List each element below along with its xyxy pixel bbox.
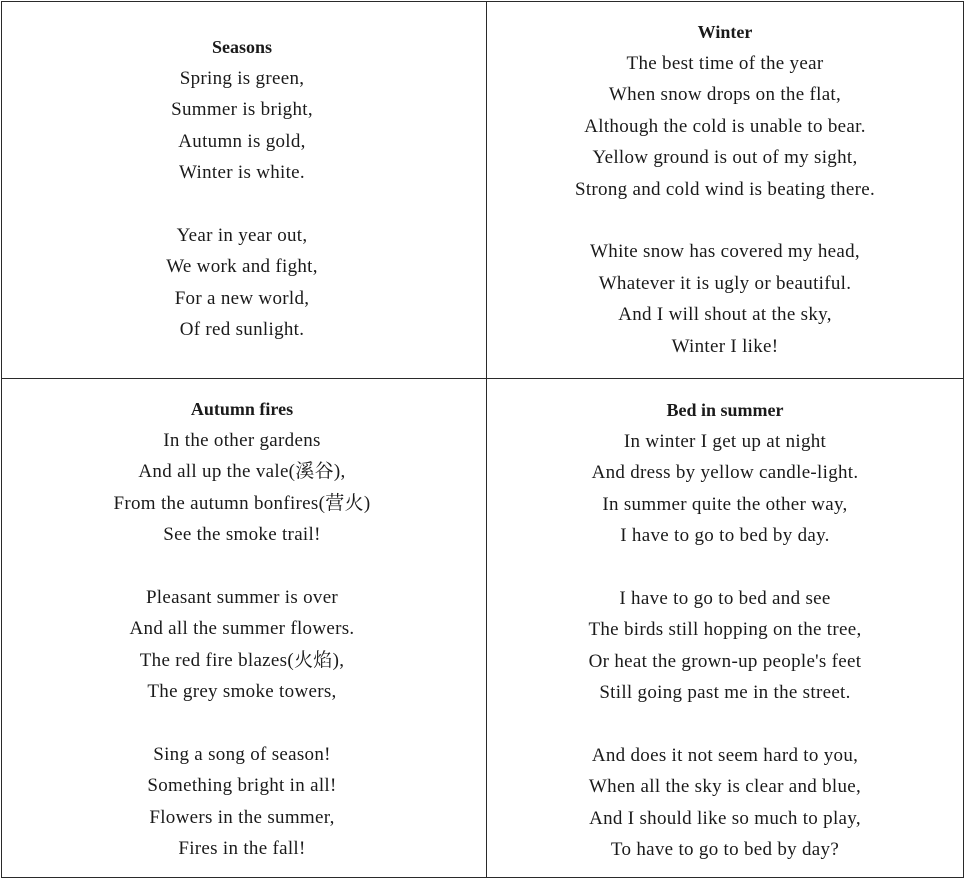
- row-divider: [2, 378, 963, 379]
- poem-title: Seasons: [211, 37, 273, 57]
- poem-line: When snow drops on the flat,: [608, 84, 842, 106]
- stanza-break: [0, 189, 484, 220]
- poem-line: Winter I like!: [671, 335, 779, 357]
- poem-line: And dress by yellow candle-light.: [591, 462, 859, 484]
- poem-line: See the smoke trail!: [163, 524, 321, 546]
- poem-line: White snow has covered my head,: [590, 241, 860, 263]
- poem-seasons: [0, 32, 484, 346]
- poem-title: Bed in summer: [666, 400, 784, 420]
- poem-line: The birds still hopping on the tree,: [588, 619, 862, 641]
- stanza-break: [486, 552, 964, 583]
- poem-line: Fires in the fall!: [178, 838, 306, 860]
- poem-line: Year in year out,: [176, 224, 308, 246]
- poem-line: Pleasant summer is over: [145, 586, 339, 608]
- poem-line: Whatever it is ugly or beautiful.: [598, 272, 852, 294]
- poem-line: The red fire blazes(火焰),: [139, 649, 345, 671]
- poem-line: Flowers in the summer,: [149, 806, 335, 828]
- poem-line: Summer is bright,: [171, 99, 313, 121]
- poem-line: For a new world,: [174, 287, 310, 309]
- poem-line: In winter I get up at night: [623, 431, 827, 452]
- poem-line: Winter is white.: [179, 162, 305, 184]
- poem-title: Autumn fires: [190, 399, 294, 419]
- poem-autumn-fires: [0, 394, 484, 864]
- stanza-break: [0, 708, 484, 739]
- poem-line: And I should like so much to play,: [589, 807, 861, 829]
- poem-line: Although the cold is unable to bear.: [584, 115, 866, 137]
- stanza-break: [0, 551, 484, 582]
- poem-title: Winter: [697, 22, 753, 42]
- poem-line: The grey smoke towers,: [147, 681, 337, 703]
- poem-line: From the autumn bonfires(营火): [113, 492, 371, 514]
- poem-line: Or heat the grown-up people's feet: [588, 650, 862, 672]
- poem-line: Strong and cold wind is beating there.: [574, 178, 876, 200]
- poem-line: Autumn is gold,: [178, 130, 306, 152]
- poem-line: I have to go to bed and see: [619, 587, 831, 609]
- poem-line: The best time of the year: [626, 53, 824, 74]
- poem-line: Something bright in all!: [147, 775, 337, 797]
- poem-line: When all the sky is clear and blue,: [588, 776, 862, 798]
- poem-line: We work and fight,: [166, 256, 318, 278]
- poem-bed-in-summer: [486, 395, 964, 865]
- poem-line: Sing a song of season!: [153, 743, 331, 765]
- poem-winter: [486, 17, 964, 362]
- poem-line: And all up the vale(溪谷),: [138, 461, 346, 483]
- poem-line: And all the summer flowers.: [129, 618, 355, 640]
- poem-line: And I will shout at the sky,: [618, 304, 832, 326]
- poem-line: In the other gardens: [163, 430, 321, 451]
- poem-line: Of red sunlight.: [179, 319, 305, 341]
- stanza-break: [486, 205, 964, 236]
- stanza-break: [486, 709, 964, 740]
- poem-line: Spring is green,: [179, 68, 305, 89]
- poem-line: And does it not seem hard to you,: [591, 744, 859, 766]
- poem-line: I have to go to bed by day.: [620, 525, 830, 547]
- poem-line: To have to go to bed by day?: [610, 839, 840, 861]
- poem-line: In summer quite the other way,: [602, 493, 848, 515]
- poem-line: Yellow ground is out of my sight,: [592, 147, 858, 169]
- poem-line: Still going past me in the street.: [599, 682, 851, 704]
